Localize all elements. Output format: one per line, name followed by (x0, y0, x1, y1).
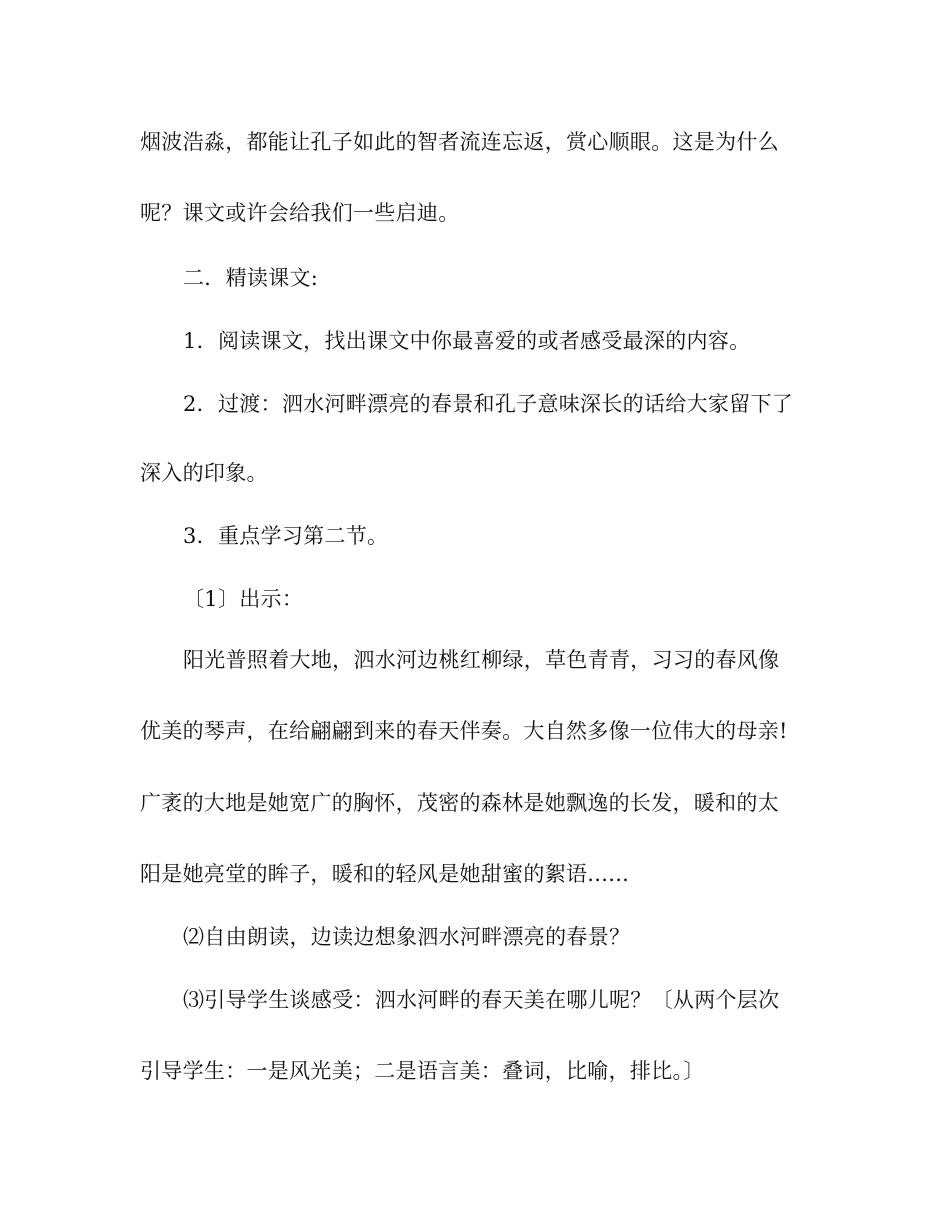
sub-item: ⑶引导学生谈感受：泗水河畔的春天美在哪儿呢？〔从两个层次 (183, 988, 780, 1012)
sub-item: 〔1〕出示： (183, 587, 304, 611)
quote-line: 优美的琴声，在给翩翩到来的春天伴奏。大自然多像一位伟大的母亲! (140, 719, 788, 743)
section-heading: 二．精读课文: (183, 266, 319, 290)
list-item: 3．重点学习第二节。 (183, 524, 389, 548)
paragraph-line: 烟波浩淼，都能让孔子如此的智者流连忘返，赏心顺眼。这是为什么 (140, 130, 779, 154)
quote-line: 广袤的大地是她宽广的胸怀，茂密的森林是她飘逸的长发，暖和的太 (140, 791, 779, 815)
paragraph-line: 引导学生：一是风光美；二是语言美：叠词，比喻，排比。〕 (140, 1059, 705, 1083)
paragraph-line: 呢？课文或许会给我们一些启迪。 (140, 201, 460, 225)
quote-line: 阳是她亮堂的眸子，暖和的轻风是她甜蜜的絮语...... (140, 862, 630, 886)
sub-item: ⑵自由朗读，边读边想象泗水河畔漂亮的春景？ (183, 925, 631, 949)
list-item: 1．阅读课文，找出课文中你最喜爱的或者感受最深的内容。 (183, 329, 751, 353)
paragraph-line: 深入的印象。 (140, 461, 268, 485)
quote-line: 阳光普照着大地，泗水河边桃红柳绿，草色青青，习习的春风像 (183, 648, 780, 672)
list-item: 2．过渡：泗水河畔漂亮的春景和孔子意味深长的话给大家留下了 (183, 392, 794, 416)
